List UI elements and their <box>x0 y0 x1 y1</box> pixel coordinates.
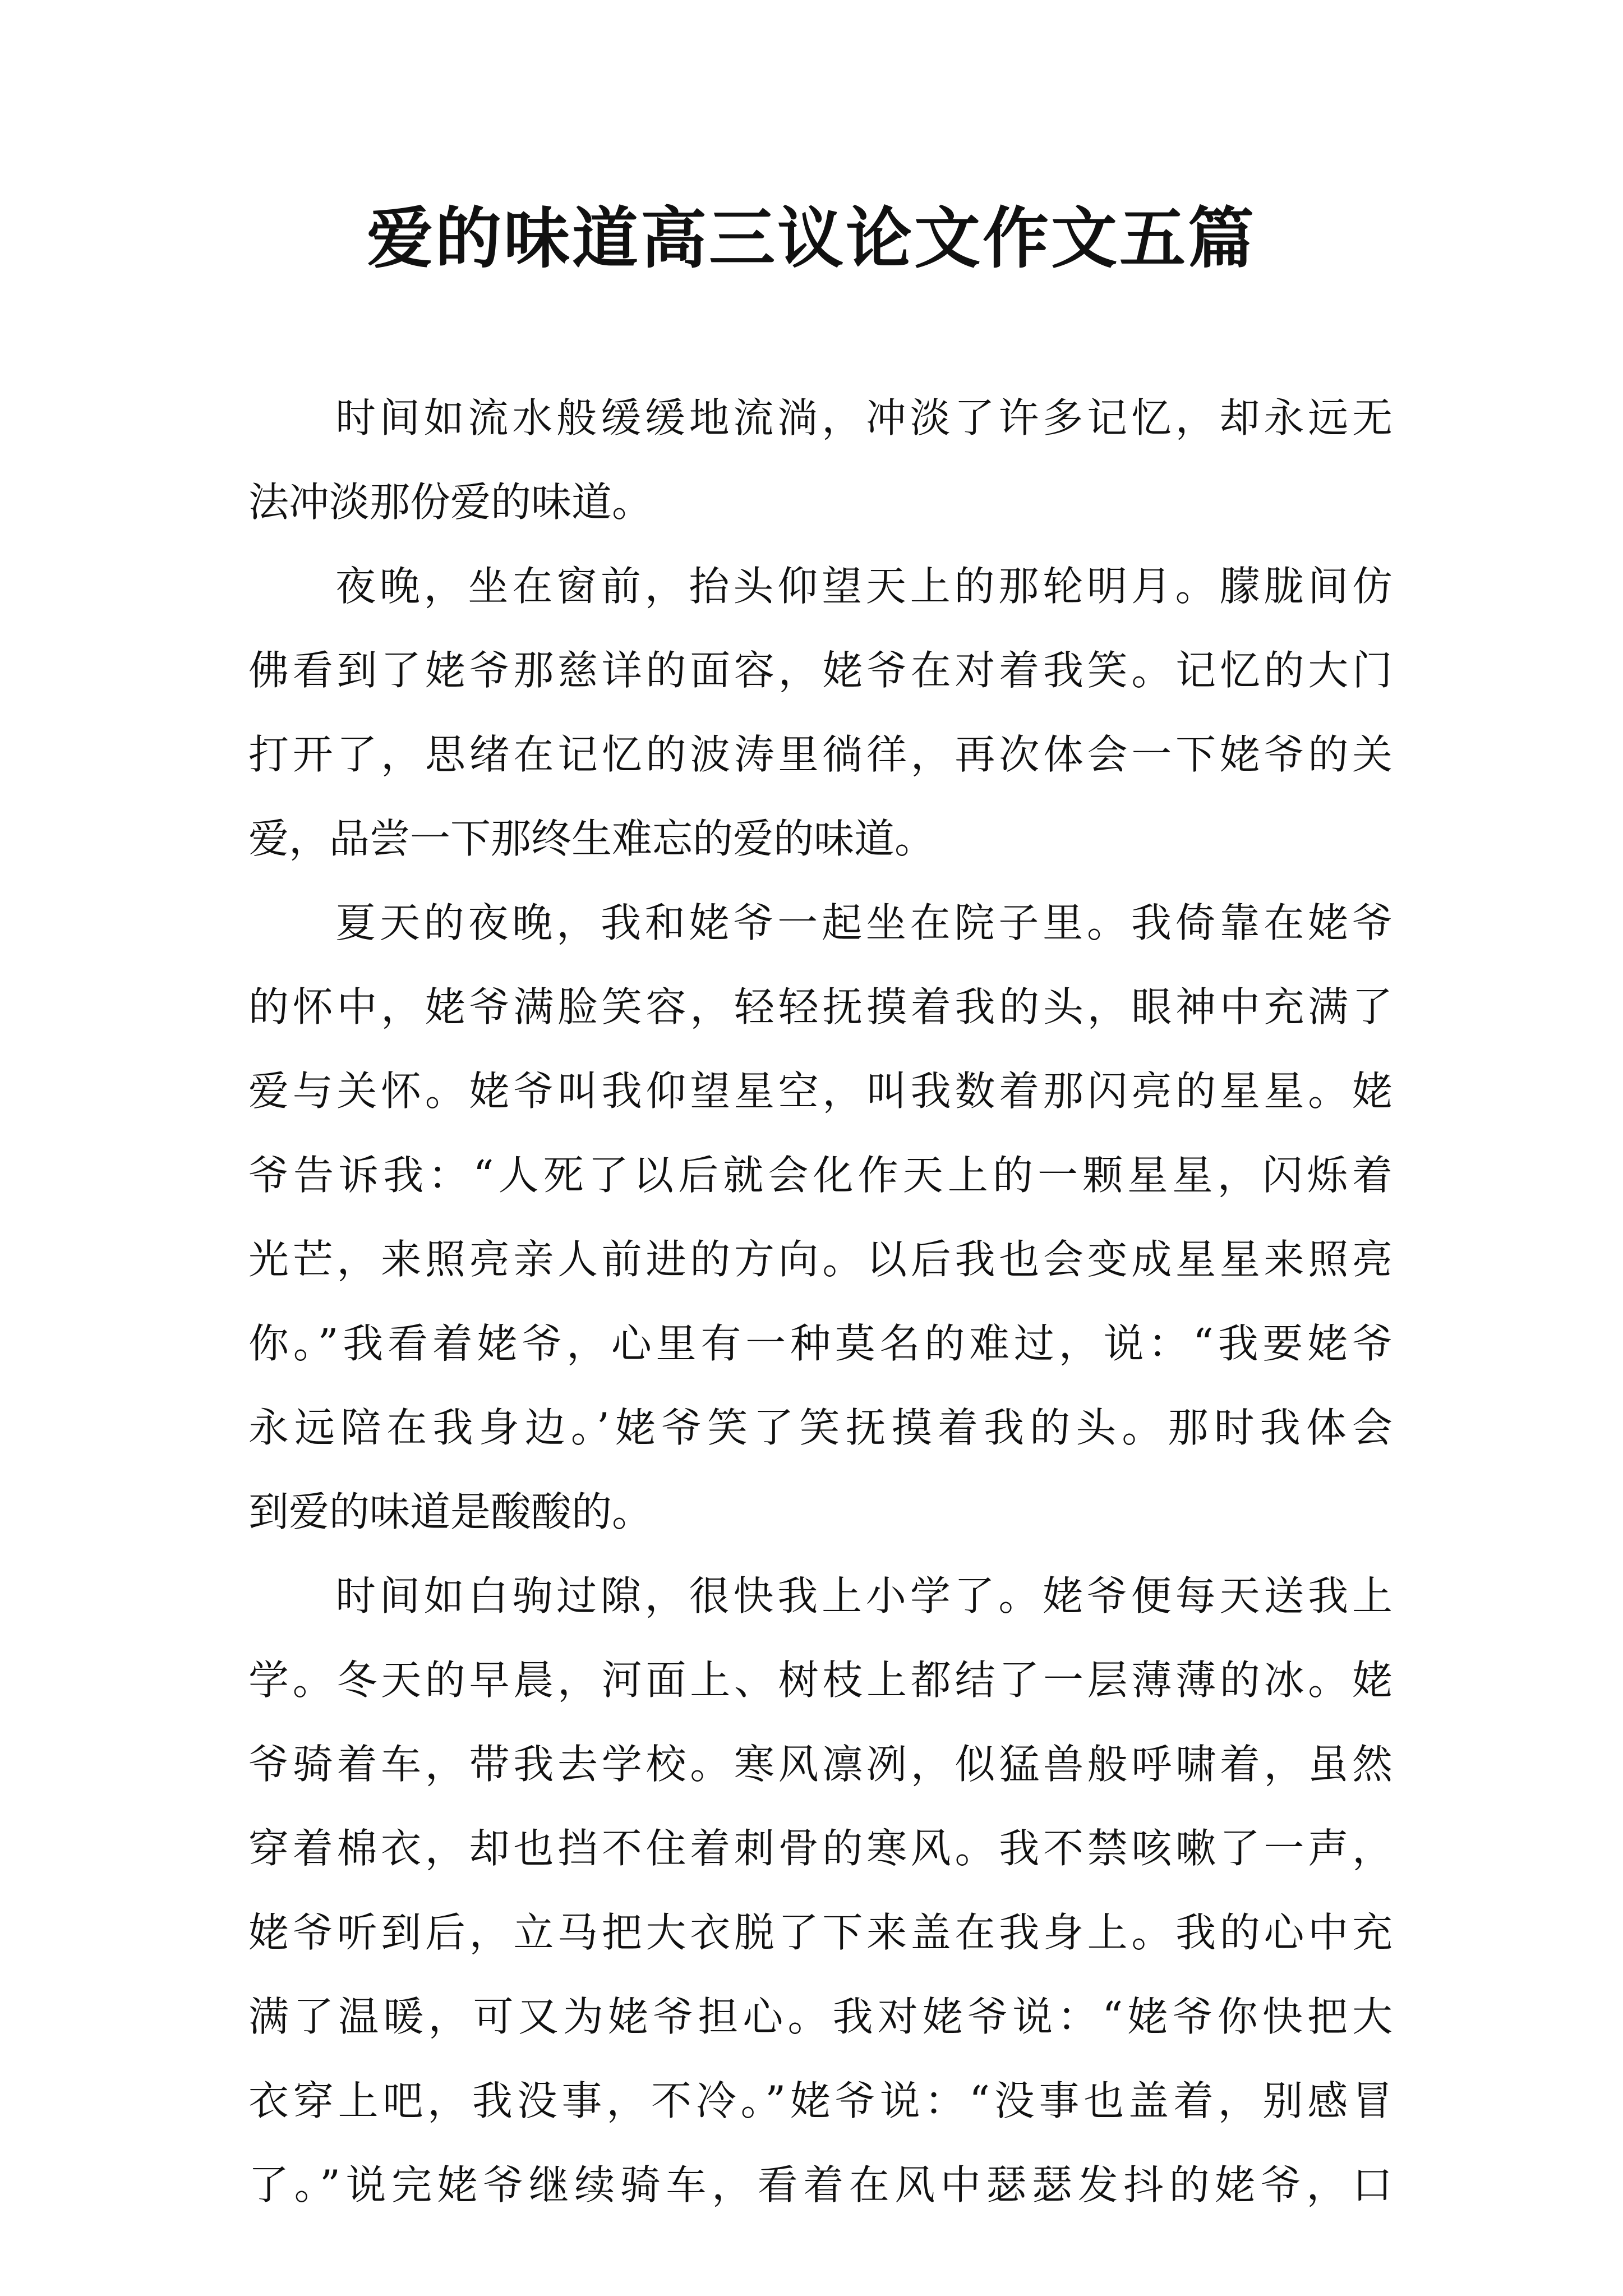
text-line: 了。”说完姥爷继续骑车，看着在风中瑟瑟发抖的姥爷，口 <box>248 2161 1393 2208</box>
text-line: 爱，品尝一下那终生难忘的爱的味道。 <box>248 815 935 862</box>
document-title: 爱的味道高三议论文作文五篇 <box>366 199 1256 277</box>
text-line: 穿着棉衣，却也挡不住着刺骨的寒风。我不禁咳嗽了一声， <box>248 1825 1393 1872</box>
text-line: 爷骑着车，带我去学校。寒风凛冽，似猛兽般呼啸着，虽然 <box>248 1741 1393 1788</box>
text-line: 衣穿上吧，我没事，不冷。”姥爷说：“没事也盖着，别感冒 <box>248 2077 1393 2124</box>
text-line: 爱与关怀。姥爷叫我仰望星空，叫我数着那闪亮的星星。姥 <box>248 1068 1393 1115</box>
text-line: 永远陪在我身边。’姥爷笑了笑抚摸着我的头。那时我体会 <box>248 1404 1393 1451</box>
text-line: 姥爷听到后，立马把大衣脱了下来盖在我身上。我的心中充 <box>248 1909 1393 1956</box>
text-line: 到爱的味道是酸酸的。 <box>248 1488 653 1535</box>
text-line: 满了温暖，可又为姥爷担心。我对姥爷说：“姥爷你快把大 <box>248 1993 1393 2040</box>
paragraph-4 <box>248 1554 1393 2227</box>
document-body <box>248 376 1393 2227</box>
text-line: 法冲淡那份爱的味道。 <box>248 478 653 526</box>
text-line: 夏天的夜晚，我和姥爷一起坐在院子里。我倚靠在姥爷 <box>335 899 1393 946</box>
text-line: 打开了，思绪在记忆的波涛里徜徉，再次体会一下姥爷的关 <box>248 731 1393 778</box>
text-line: 你。”我看着姥爷，心里有一种莫名的难过，说：“我要姥爷 <box>248 1320 1393 1367</box>
paragraph-2 <box>248 544 1393 881</box>
text-line: 的怀中，姥爷满脸笑容，轻轻抚摸着我的头，眼神中充满了 <box>248 983 1393 1030</box>
text-line: 时间如白驹过隙，很快我上小学了。姥爷便每天送我上 <box>335 1572 1393 1619</box>
paragraph-1 <box>248 376 1393 544</box>
text-line: 佛看到了姥爷那慈详的面容，姥爷在对着我笑。记忆的大门 <box>248 647 1393 694</box>
text-line: 光芒，来照亮亲人前进的方向。以后我也会变成星星来照亮 <box>248 1236 1393 1283</box>
paragraph-3 <box>248 881 1393 1554</box>
text-line: 学。冬天的早晨，河面上、树枝上都结了一层薄薄的冰。姥 <box>248 1657 1393 1704</box>
text-line: 夜晚，坐在窗前，抬头仰望天上的那轮明月。朦胧间仿 <box>335 563 1393 610</box>
text-line: 时间如流水般缓缓地流淌，冲淡了许多记忆，却永远无 <box>335 394 1393 441</box>
text-line: 爷告诉我：“人死了以后就会化作天上的一颗星星，闪烁着 <box>248 1152 1393 1199</box>
